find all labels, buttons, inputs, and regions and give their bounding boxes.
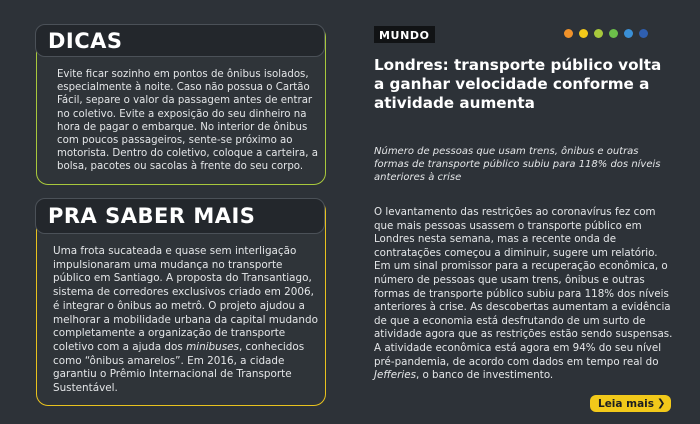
color-dot — [624, 29, 633, 38]
info-panel-title: PRA SABER MAIS — [35, 198, 325, 234]
color-dots — [564, 29, 648, 38]
tips-panel — [36, 25, 326, 185]
read-more-label: Leia mais — [598, 397, 655, 410]
article-standfirst: Número de pessoas que usam trens, ônibus e outras formas de transporte público subiu para 118% dos níveis anteriores à crise — [374, 146, 661, 183]
tips-panel-body: Evite ficar sozinho em pontos de ônibus isolados, especialmente à noite. Caso não possua o Cartão Fácil, separe o valor da passagem antes de entrar no coletivo. Evite a exposição do seu dinheiro na hora de pagar o embarque. No interior de ônibus com poucos passageiros, sente-se próximo ao motorista. Dentro do coletivo, coloque a carteira, a bolsa, pacotes ou sacolas à frente do seu corpo. — [57, 69, 318, 173]
article-body — [374, 206, 674, 383]
chevron-right-icon: ❯ — [657, 398, 666, 409]
article-body-italic: Jefferies — [374, 369, 416, 382]
read-more-button[interactable] — [590, 395, 671, 412]
info-panel-body-text-end: , conhecidos como “ônibus amarelos”. Em 2016, a cidade garantiu o Prêmio Internacional de Transporte Sustentável. — [53, 340, 305, 395]
info-panel-body-text: Uma frota sucateada e quase sem interligação impulsionaram uma mudança no transporte público em Santiago. A proposta do Transantiago, sistema de corredores exclusivos criado em 2006, é integrar o ônibus ao metrô. O projeto ajudou a melhorar a mobilidade urbana da capital mudando completamente a organização de transporte coletivo com a ajuda dos — [53, 245, 318, 353]
color-dot — [639, 29, 648, 38]
article-headline: Londres: transporte público volta a ganhar velocidade conforme a atividade aumenta — [374, 56, 662, 112]
color-dot — [579, 29, 588, 38]
tips-panel-title: DICAS — [35, 24, 325, 57]
color-dot — [594, 29, 603, 38]
color-dot — [564, 29, 573, 38]
info-panel-body-italic: minibuses — [186, 340, 239, 353]
color-dot — [609, 29, 618, 38]
section-kicker: MUNDO — [374, 26, 435, 43]
article-body-text-end: , o banco de investimento. — [415, 369, 554, 382]
info-panel-body — [53, 245, 323, 396]
info-panel — [36, 199, 326, 406]
article-body-text: O levantamento das restrições ao coronavírus fez com que mais pessoas usassem o transporte público em Londres nesta semana, mas a recente onda de contratações começou a diminuir, sugere um relatório. Em um sinal promissor para a recuperação econômica, o número de pessoas que usam trens, ônibus e outras formas de transporte público subiu para 118% dos níveis anteriores à crise. As descobertas aumentam a evidência de que a economia está desfrutando de um surto de atividade agora que as restrições estão sendo suspensas. A atividade econômica está agora em 94% do seu nível pré-pandemia, de acordo com dados em tempo real do — [374, 206, 673, 368]
